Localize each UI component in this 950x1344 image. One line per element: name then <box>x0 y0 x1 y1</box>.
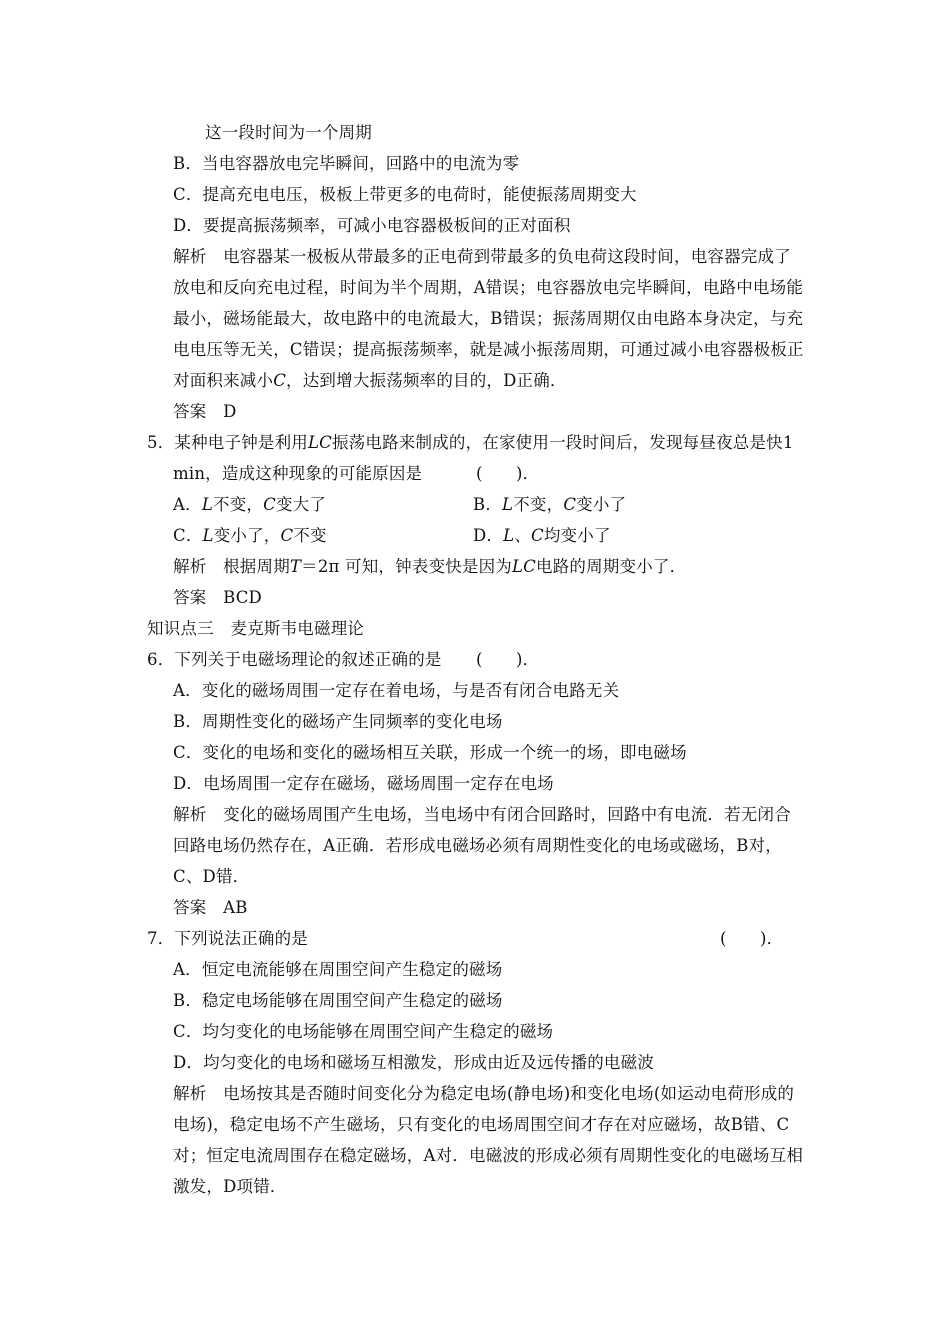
q7-analysis-line-4: 激发，D项错． <box>173 1177 287 1196</box>
q4-analysis-line-4: 电电压等无关，C错误；提高振荡频率，就是减小振荡周期，可通过减小电容器极板正 <box>173 340 804 359</box>
q7-analysis-line-3: 对；恒定电流周围存在稳定磁场，A对．电磁波的形成必须有周期性变化的电磁场互相 <box>173 1146 804 1165</box>
q4-answer: 答案 D <box>173 402 237 421</box>
q5-option-a: A．L不变，C变大了 <box>173 495 327 514</box>
q5-option-b: B．L不变，C变小了 <box>473 495 627 514</box>
q6-analysis-line-1: 解析 变化的磁场周围产生电场，当电场中有闭合回路时，回路中有电流．若无闭合 <box>173 805 791 824</box>
q5-analysis: 解析 根据周期T＝2π 可知，钟表变快是因为LC电路的周期变小了． <box>173 557 687 576</box>
q7-option-b: B．稳定电场能够在周围空间产生稳定的磁场 <box>173 991 503 1010</box>
q4-analysis-line-1: 解析 电容器某一极板从带最多的正电荷到带最多的负电荷这段时间，电容器完成了 <box>173 247 791 266</box>
q7-answer-paren: ( )． <box>720 929 784 948</box>
q6-analysis-line-2: 回路电场仍然存在，A正确．若形成电磁场必须有周期性变化的电场或磁场，B对， <box>173 836 782 855</box>
q7-option-d: D．均匀变化的电场和磁场互相激发，形成由近及远传播的电磁波 <box>173 1053 655 1072</box>
q6-option-c: C．变化的电场和变化的磁场相互关联，形成一个统一的场，即电磁场 <box>173 743 687 762</box>
q5-option-d: D．L、C均变小了 <box>473 526 611 545</box>
q6-analysis-line-3: C、D错． <box>173 867 250 886</box>
section-heading: 知识点三 麦克斯韦电磁理论 <box>147 619 365 638</box>
q7-analysis-line-1: 解析 电场按其是否随时间变化分为稳定电场(静电场)和变化电场(如运动电荷形成的 <box>173 1084 795 1103</box>
q6-option-d: D．电场周围一定存在磁场，磁场周围一定存在电场 <box>173 774 554 793</box>
q7-option-c: C．均匀变化的电场能够在周围空间产生稳定的磁场 <box>173 1022 554 1041</box>
q4-option-a-continuation: 这一段时间为一个周期 <box>205 123 372 142</box>
q4-option-b: B．当电容器放电完毕瞬间，回路中的电流为零 <box>173 154 520 173</box>
q7-analysis-line-2: 电场)，稳定电场不产生磁场，只有变化的电场周围空间才存在对应磁场，故B错、C <box>173 1115 790 1134</box>
q5-answer-paren: ( )． <box>476 464 540 483</box>
q5-option-c: C．L变小了，C不变 <box>173 526 327 545</box>
q5-stem-line-1: 5．某种电子钟是利用LC振荡电路来制成的，在家使用一段时间后，发现每昼夜总是快1 <box>147 433 794 452</box>
q6-option-a: A．变化的磁场周围一定存在着电场，与是否有闭合电路无关 <box>173 681 620 700</box>
q4-option-c: C．提高充电电压，极板上带更多的电荷时，能使振荡周期变大 <box>173 185 637 204</box>
q7-option-a: A．恒定电流能够在周围空间产生稳定的磁场 <box>173 960 503 979</box>
q6-answer-paren: ( )． <box>476 650 540 669</box>
q6-option-b: B．周期性变化的磁场产生同频率的变化电场 <box>173 712 503 731</box>
q4-option-d: D．要提高振荡频率，可减小电容器极板间的正对面积 <box>173 216 571 235</box>
q5-stem-line-2: min，造成这种现象的可能原因是 <box>173 464 423 483</box>
q4-analysis-line-5: 对面积来减小C，达到增大振荡频率的目的，D正确． <box>173 371 567 390</box>
q6-answer: 答案 AB <box>173 898 248 917</box>
q4-analysis-line-3: 最小，磁场能最大，故电路中的电流最大，B错误；振荡周期仅由电路本身决定，与充 <box>173 309 804 328</box>
q7-stem: 7．下列说法正确的是 <box>147 929 308 948</box>
q4-analysis-line-2: 放电和反向充电过程，时间为半个周期，A错误；电容器放电完毕瞬间，电路中电场能 <box>173 278 804 297</box>
q6-stem: 6．下列关于电磁场理论的叙述正确的是 <box>147 650 442 669</box>
q5-answer: 答案 BCD <box>173 588 262 607</box>
